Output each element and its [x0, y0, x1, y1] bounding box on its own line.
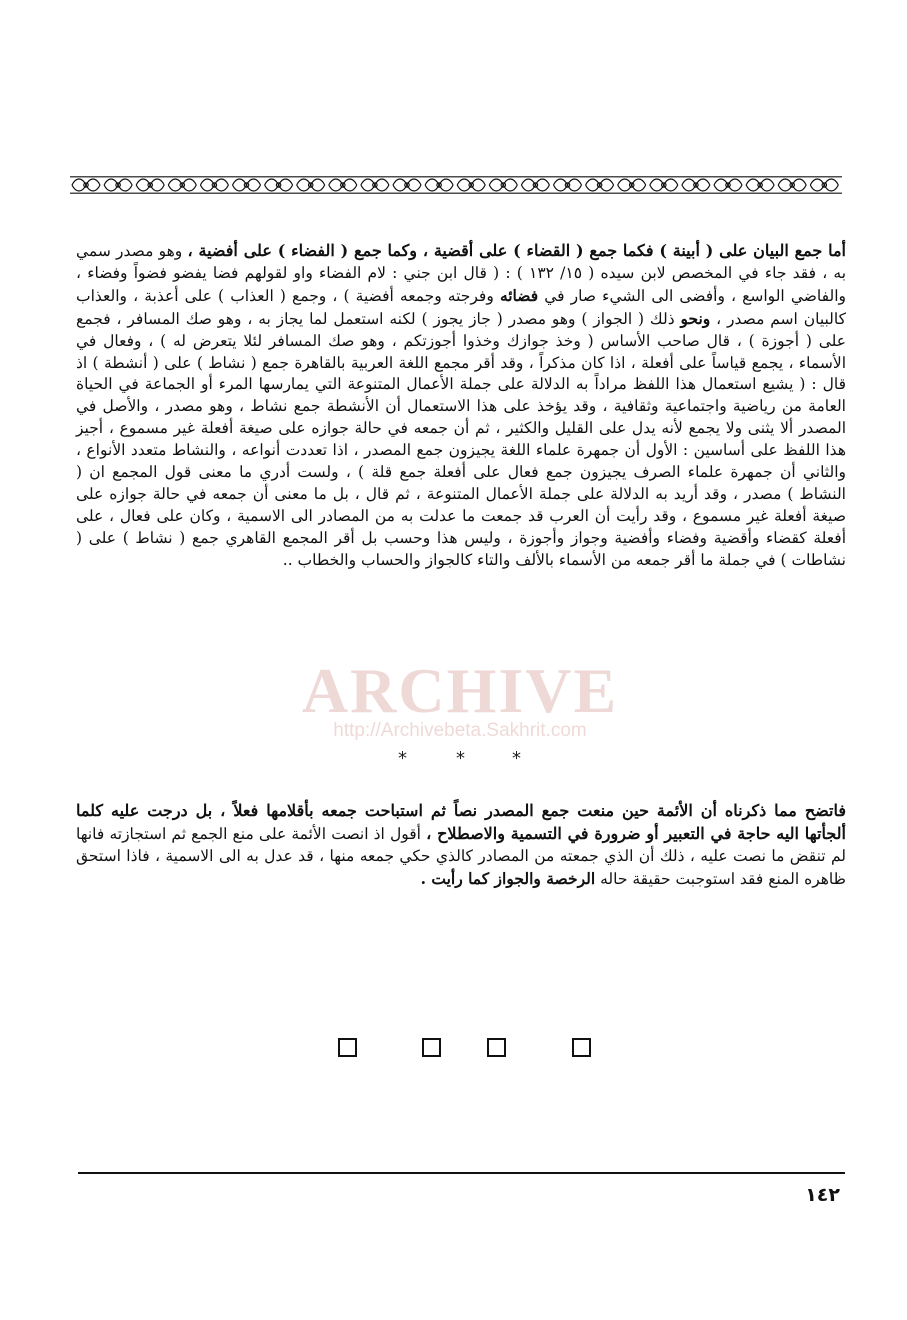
end-mark-box — [338, 1038, 357, 1057]
end-marks — [0, 1038, 907, 1060]
ornament-loop — [233, 179, 261, 191]
paragraph-one-body-1: وهو مصدر سمي به ، فقد جاء في المخصص لابن سيده ( ١٥/ ١٣٢ ) : ( قال ابن جني : لام الفضاء واو لقولهم فضا يفضو فضواً وفضاء ، والفاضي الواسع ، وأفضى الى الشيء صار في — [76, 242, 847, 305]
end-mark-box — [487, 1038, 506, 1057]
footer-rule — [78, 1172, 845, 1174]
ornament-loop — [457, 179, 485, 191]
archive-watermark — [300, 650, 620, 746]
paragraph-one-body-3: ذلك ( الجواز ) وهو مصدر ( جاز يجوز ) لكنه استعمل لما يجاز به ، وهو صك المسافر ، فجمع على ( أجوزة ) ، قال صاحب الأساس ( وخذ جوازك وخذوا أجوزتكم ، وهو صك المسافر لئلا يتعرض له ) ، وفعال في الأسماء ، يجمع قياساً على أفعلة ، اذا كان مذكراً ، وقد أقر مجمع اللغة العربية بالقاهرة جمع ( نشاط ) على ( أنشطة ) اذ قال : ( يشيع استعمال هذا اللفظ مراداً به الدلالة على جملة الأعمال المتنوعة التي يمارسها المرء أو الجماعة في الحياة العامة من رياضية واجتماعية وثقافية ، وقد يؤخذ على هذا الاستعمال أن الأنشطة جمع نشاط ، وهو مصدر ، والأصل في المصدر ألا يثنى ولا يجمع لأنه يدل على القليل والكثير ، ثم أن جمعه في حالة جوازه على صيغة أفعلة غير مسموع ، أجيز هذا اللفظ على أساسين : الأول أن جمهرة علماء اللغة يجيزون جمع المصدر ، اذا تعددت أنواعه ، والنشاط متعدد الأنواع ، والثاني أن جمهرة علماء الصرف يجيزون جمع فعال على أفعلة جمع قلة ) ، ولست أدري ما معنى قول المجمع ان ( النشاط ) مصدر ، وقد أريد به الدلالة على جملة الأعمال المتنوعة ، ثم قال ، بل ما معنى أن جمعه في حالة جوازه على صيغة أفعلة غير مسموع ، وقد رأيت أن العرب قد جمعت ما عدلت به من المصادر الى الاسمية ، وكان على فعال ، على أفعلة كقضاء وأقضية وفضاء وأفضية وجواز وأجوزة ، وليس هذا وحسب بل أقر المجمع القاهري جمع ( نشاط ) على ( نشاطات ) في جملة ما أقر جمعه من الأسماء بالألف والتاء كالجواز والحساب والخطاب .. — [76, 309, 846, 569]
ornament-loop — [650, 179, 678, 191]
paragraph-one-lead: أما جمع البيان على ( أبينة ) فكما جمع ( القضاء ) على أقضية ، وكما جمع ( الفضاء ) على أفضية ، — [187, 241, 846, 260]
paragraph-one-body-2: وفرجته وجمعه أفضية ) ، وجمع ( العذاب ) على أعذبة ، والعذاب كالبيان اسم مصدر ، — [76, 286, 846, 328]
ornament-loop — [714, 179, 742, 191]
section-separator — [0, 748, 907, 772]
ornament-loop — [682, 179, 710, 191]
end-mark-box — [422, 1038, 441, 1057]
ornament-loop — [104, 179, 132, 191]
separator-star: * — [398, 748, 407, 769]
paragraph-two-body: أقول اذ انصت الأئمة على منع الجمع ثم استجازته فانها لم تنقض ما نصت عليه ، ذلك أن الذي جمعته من المصادر كالذي حكي جمعه منها ، قد عدل به الى الاسمية ، فاذا استحق ظاهره المنع فقد استوجبت حقيقة حاله — [76, 824, 846, 888]
paragraph-one — [76, 240, 846, 572]
ornament-loop — [265, 179, 293, 191]
ornament-loop — [586, 179, 614, 191]
ornament-loop — [361, 179, 389, 191]
separator-star: * — [512, 748, 521, 769]
ornament-loop — [521, 179, 549, 191]
ornament-loop — [810, 179, 838, 191]
paragraph-two-tail: الرخصة والجواز كما رأيت . — [420, 868, 596, 888]
separator-star: * — [456, 748, 465, 769]
ornament-loop — [329, 179, 357, 191]
ornament-loop — [297, 179, 325, 191]
ornament-loop — [136, 179, 164, 191]
decorative-border — [70, 176, 842, 194]
ornament-loop — [778, 179, 806, 191]
paragraph-two-lead: فاتضح مما ذكرناه أن الأئمة حين منعت جمع المصدر نصاً ثم استباحت جمعه بأقلامها فعلاً ، بل درجت عليه كلما ألجأتها اليه حاجة في التعبير أو ضرورة في التسمية والاصطلاح ، — [76, 801, 847, 843]
watermark-word: ARCHIVE — [301, 655, 619, 726]
watermark-url: http://Archivebeta.Sakhrit.com — [333, 720, 587, 741]
end-mark-box — [572, 1038, 591, 1057]
ornament-loop — [168, 179, 196, 191]
ornament-loop — [554, 179, 582, 191]
ornament-loop — [393, 179, 421, 191]
page-number: ١٤٢ — [805, 1184, 840, 1206]
ornament-loop — [489, 179, 517, 191]
ornament-loop — [72, 179, 100, 191]
paragraph-one-bold-1: فضائه — [499, 285, 539, 305]
ornament-loop — [746, 179, 774, 191]
ornament-loop — [200, 179, 228, 191]
ornament-loop — [425, 179, 453, 191]
paragraph-one-bold-2: ونحو — [680, 308, 711, 328]
paragraph-two — [76, 800, 846, 891]
ornament-loop — [618, 179, 646, 191]
